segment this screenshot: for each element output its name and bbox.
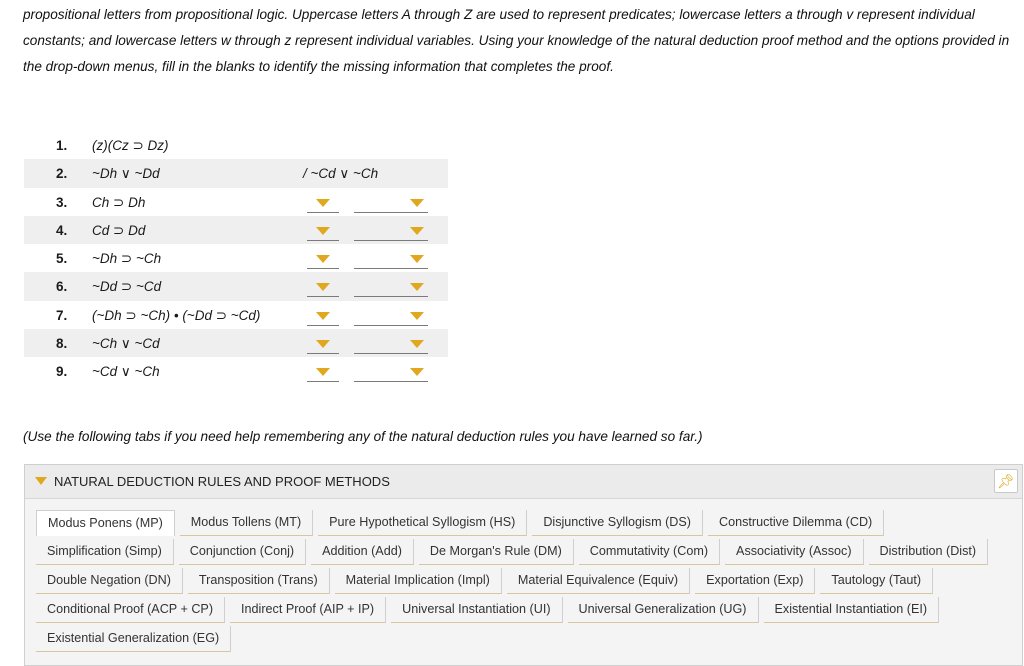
line-number: 9.	[56, 364, 68, 380]
line-statement: Ch ⊃ Dh	[92, 194, 146, 210]
chevron-down-icon	[316, 199, 330, 207]
tab-indirect-proof[interactable]: Indirect Proof (AIP + IP)	[230, 597, 386, 623]
proof-row-4	[24, 216, 448, 244]
chevron-down-icon	[316, 312, 330, 320]
chevron-down-icon	[316, 255, 330, 263]
rules-panel	[24, 464, 1023, 666]
tab-double-negation[interactable]: Double Negation (DN)	[36, 568, 183, 594]
tab-associativity[interactable]: Associativity (Assoc)	[725, 539, 863, 565]
instructions-text: propositional letters from propositional logic. Uppercase letters A through Z are used to represent predicates; lowercase letters a through v represent individual constants; and lowercase letters w through z represent individual variables. Using your knowledge of the natural deduction proof method and the options provided in the drop-down menus, fill in the blanks to identify the missing information that completes the proof.	[23, 7, 1010, 74]
tab-addition[interactable]: Addition (Add)	[311, 539, 414, 565]
tab-conditional-proof[interactable]: Conditional Proof (ACP + CP)	[36, 597, 225, 623]
line-statement: Cd ⊃ Dd	[92, 222, 146, 238]
rule-dropdown[interactable]	[354, 197, 428, 213]
tab-exportation[interactable]: Exportation (Exp)	[695, 568, 815, 594]
tab-simplification[interactable]: Simplification (Simp)	[36, 539, 174, 565]
line-number: 7.	[56, 307, 68, 323]
line-statement: (z)(Cz ⊃ Dz)	[92, 138, 169, 153]
line-reference-dropdown[interactable]	[307, 281, 339, 297]
chevron-down-icon	[410, 255, 424, 263]
chevron-down-icon	[316, 368, 330, 376]
proof-row-6	[24, 272, 448, 300]
tab-existential-generalization[interactable]: Existential Generalization (EG)	[36, 626, 231, 652]
line-reference-dropdown[interactable]	[307, 253, 339, 269]
tab-distribution[interactable]: Distribution (Dist)	[869, 539, 989, 565]
proof-row-9	[24, 357, 448, 385]
proof-row-2	[24, 159, 448, 187]
rule-dropdown[interactable]	[354, 366, 428, 382]
rule-dropdown[interactable]	[354, 310, 428, 326]
help-note: (Use the following tabs if you need help remembering any of the natural deduction rules you have learned so far.)	[23, 429, 703, 444]
rule-dropdown[interactable]	[354, 281, 428, 297]
line-number: 2.	[56, 166, 68, 182]
chevron-down-icon	[316, 340, 330, 348]
proof-row-3	[24, 188, 448, 216]
tab-constructive-dilemma[interactable]: Constructive Dilemma (CD)	[708, 510, 884, 536]
tab-modus-tollens[interactable]: Modus Tollens (MT)	[180, 510, 313, 536]
tab-commutativity[interactable]: Commutativity (Com)	[579, 539, 720, 565]
tab-material-equivalence[interactable]: Material Equivalence (Equiv)	[507, 568, 690, 594]
rules-panel-header[interactable]	[25, 465, 1022, 499]
line-statement: ~Dh ∨ ~Dd	[92, 166, 160, 182]
line-statement: ~Cd ∨ ~Ch	[92, 364, 160, 380]
tab-modus-ponens[interactable]: Modus Ponens (MP)	[36, 510, 175, 536]
line-number: 4.	[56, 222, 68, 238]
tab-disjunctive-syllogism[interactable]: Disjunctive Syllogism (DS)	[532, 510, 703, 536]
proof-row-5	[24, 244, 448, 272]
proof-row-1	[24, 131, 448, 159]
line-statement: (~Dh ⊃ ~Ch) • (~Dd ⊃ ~Cd)	[92, 307, 261, 323]
tab-conjunction[interactable]: Conjunction (Conj)	[179, 539, 306, 565]
rule-dropdown[interactable]	[354, 338, 428, 354]
collapse-caret-icon[interactable]	[35, 477, 47, 485]
rule-dropdown[interactable]	[354, 253, 428, 269]
chevron-down-icon	[410, 312, 424, 320]
tab-tautology[interactable]: Tautology (Taut)	[820, 568, 933, 594]
tab-de-morgans-rule[interactable]: De Morgan's Rule (DM)	[419, 539, 574, 565]
chevron-down-icon	[410, 368, 424, 376]
chevron-down-icon	[410, 199, 424, 207]
proof-row-8	[24, 329, 448, 357]
rules-panel-title: NATURAL DEDUCTION RULES AND PROOF METHODS	[54, 474, 390, 489]
tab-existential-instantiation[interactable]: Existential Instantiation (EI)	[764, 597, 940, 623]
chevron-down-icon	[410, 283, 424, 291]
proof-row-7	[24, 301, 448, 329]
line-reference-dropdown[interactable]	[307, 225, 339, 241]
line-number: 8.	[56, 336, 68, 352]
line-reference-dropdown[interactable]	[307, 310, 339, 326]
line-statement: ~Dd ⊃ ~Cd	[92, 279, 162, 295]
tab-universal-instantiation[interactable]: Universal Instantiation (UI)	[391, 597, 562, 623]
line-number: 1.	[56, 138, 68, 153]
line-number: 6.	[56, 279, 68, 295]
line-reference-dropdown[interactable]	[307, 197, 339, 213]
rule-dropdown[interactable]	[354, 225, 428, 241]
tab-hypothetical-syllogism[interactable]: Pure Hypothetical Syllogism (HS)	[318, 510, 527, 536]
tab-universal-generalization[interactable]: Universal Generalization (UG)	[568, 597, 759, 623]
tab-material-implication[interactable]: Material Implication (Impl)	[335, 568, 502, 594]
proof-table	[24, 131, 448, 386]
line-statement: ~Ch ∨ ~Cd	[92, 336, 160, 352]
chevron-down-icon	[316, 227, 330, 235]
chevron-down-icon	[316, 283, 330, 291]
line-reference-dropdown[interactable]	[307, 366, 339, 382]
tab-transposition[interactable]: Transposition (Trans)	[188, 568, 330, 594]
chevron-down-icon	[410, 340, 424, 348]
line-reference-dropdown[interactable]	[307, 338, 339, 354]
line-number: 3.	[56, 194, 68, 210]
conclusion: / ~Cd ∨ ~Ch	[303, 166, 379, 182]
line-number: 5.	[56, 251, 68, 267]
pin-icon[interactable]: 📌︎	[994, 469, 1018, 493]
chevron-down-icon	[410, 227, 424, 235]
line-statement: ~Dh ⊃ ~Ch	[92, 251, 162, 267]
rules-tabs	[36, 510, 996, 652]
